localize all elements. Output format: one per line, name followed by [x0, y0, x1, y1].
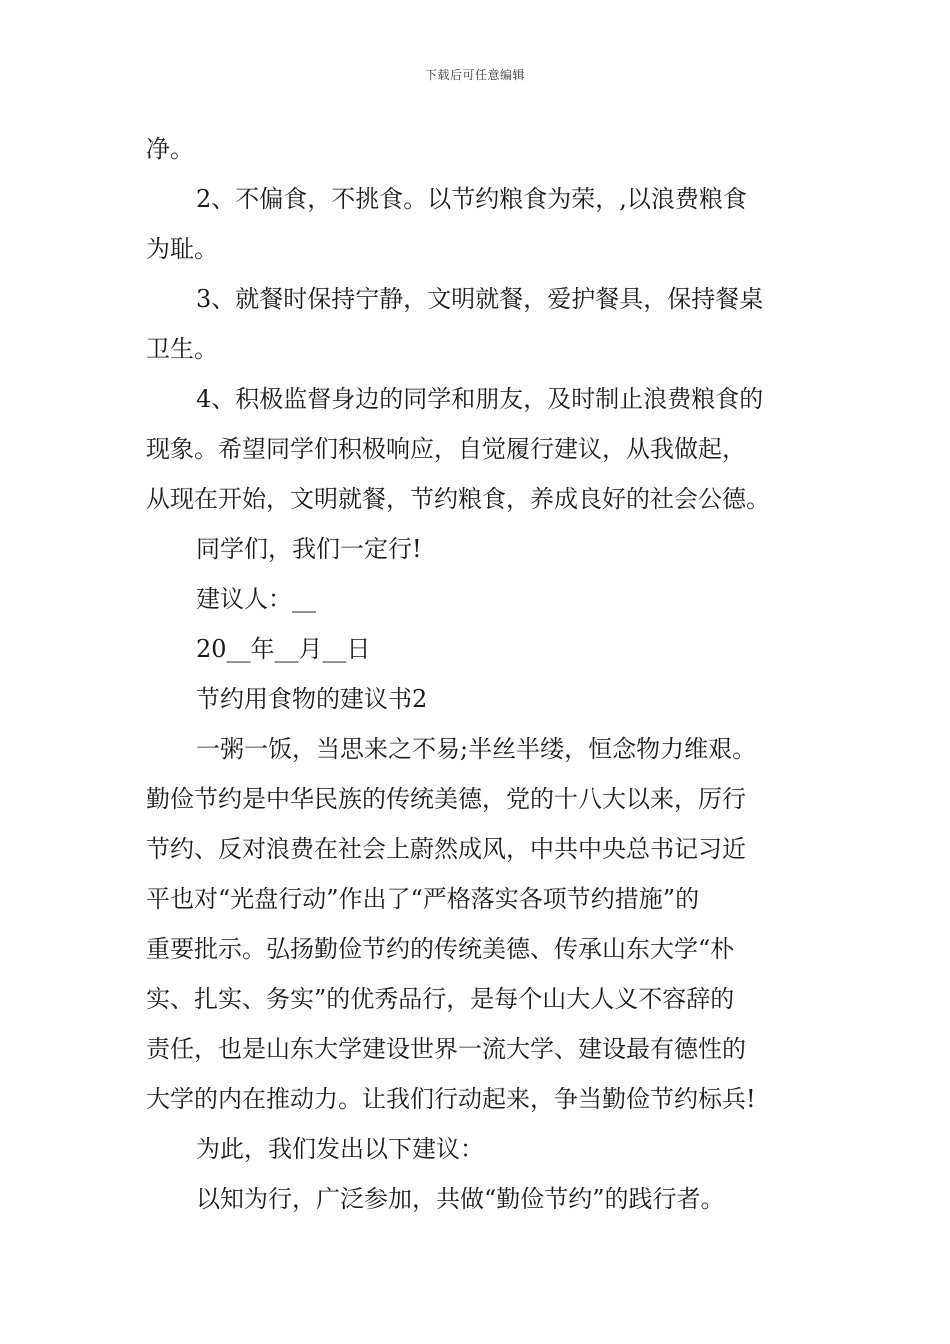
signatory-line: 建议人：__: [196, 585, 316, 613]
list-item-3: 3、就餐时保持宁静，文明就餐，爱护餐具，保持餐桌: [196, 285, 764, 313]
text-line: 勤俭节约是中华民族的传统美德，党的十八大以来，厉行: [146, 785, 746, 813]
text-line: 净。: [146, 135, 194, 163]
text-line: 责任，也是山东大学建设世界一流大学、建设最有德性的: [146, 1035, 746, 1063]
closing-line: 同学们，我们一定行!: [196, 535, 422, 563]
paragraph-start: 为此，我们发出以下建议：: [196, 1135, 484, 1163]
date-line: 20__年__月__日: [196, 635, 371, 663]
text-line: 大学的内在推动力。让我们行动起来，争当勤俭节约标兵!: [146, 1085, 756, 1113]
text-line: 节约、反对浪费在社会上蔚然成风，中共中央总书记习近: [146, 835, 746, 863]
document-body: [146, 124, 808, 1224]
page-header: 下载后可任意编辑: [424, 68, 525, 82]
text-line: 从现在开始，文明就餐，节约粮食，养成良好的社会公德。: [146, 485, 770, 513]
text-line: 重要批示。弘扬勤俭节约的传统美德、传承山东大学“朴: [146, 935, 735, 963]
section-title: 节约用食物的建议书2: [196, 685, 428, 713]
text-line: 现象。希望同学们积极响应，自觉履行建议，从我做起，: [146, 435, 746, 463]
list-item-2: 2、不偏食，不挑食。以节约粮食为荣，,以浪费粮食: [196, 185, 747, 213]
list-item-4: 4、积极监督身边的同学和朋友，及时制止浪费粮食的: [196, 385, 764, 413]
text-line: 卫生。: [146, 335, 218, 363]
text-line: 平也对“光盘行动”作出了“严格落实各项节约措施”的: [146, 885, 700, 913]
paragraph-start: 以知为行，广泛参加，共做“勤俭节约”的践行者。: [196, 1185, 725, 1213]
text-line: 为耻。: [146, 235, 218, 263]
text-line: 实、扎实、务实”的优秀品行，是每个山大人义不容辞的: [146, 985, 735, 1013]
paragraph-start: 一粥一饭，当思来之不易;半丝半缕，恒念物力维艰。: [196, 735, 757, 763]
